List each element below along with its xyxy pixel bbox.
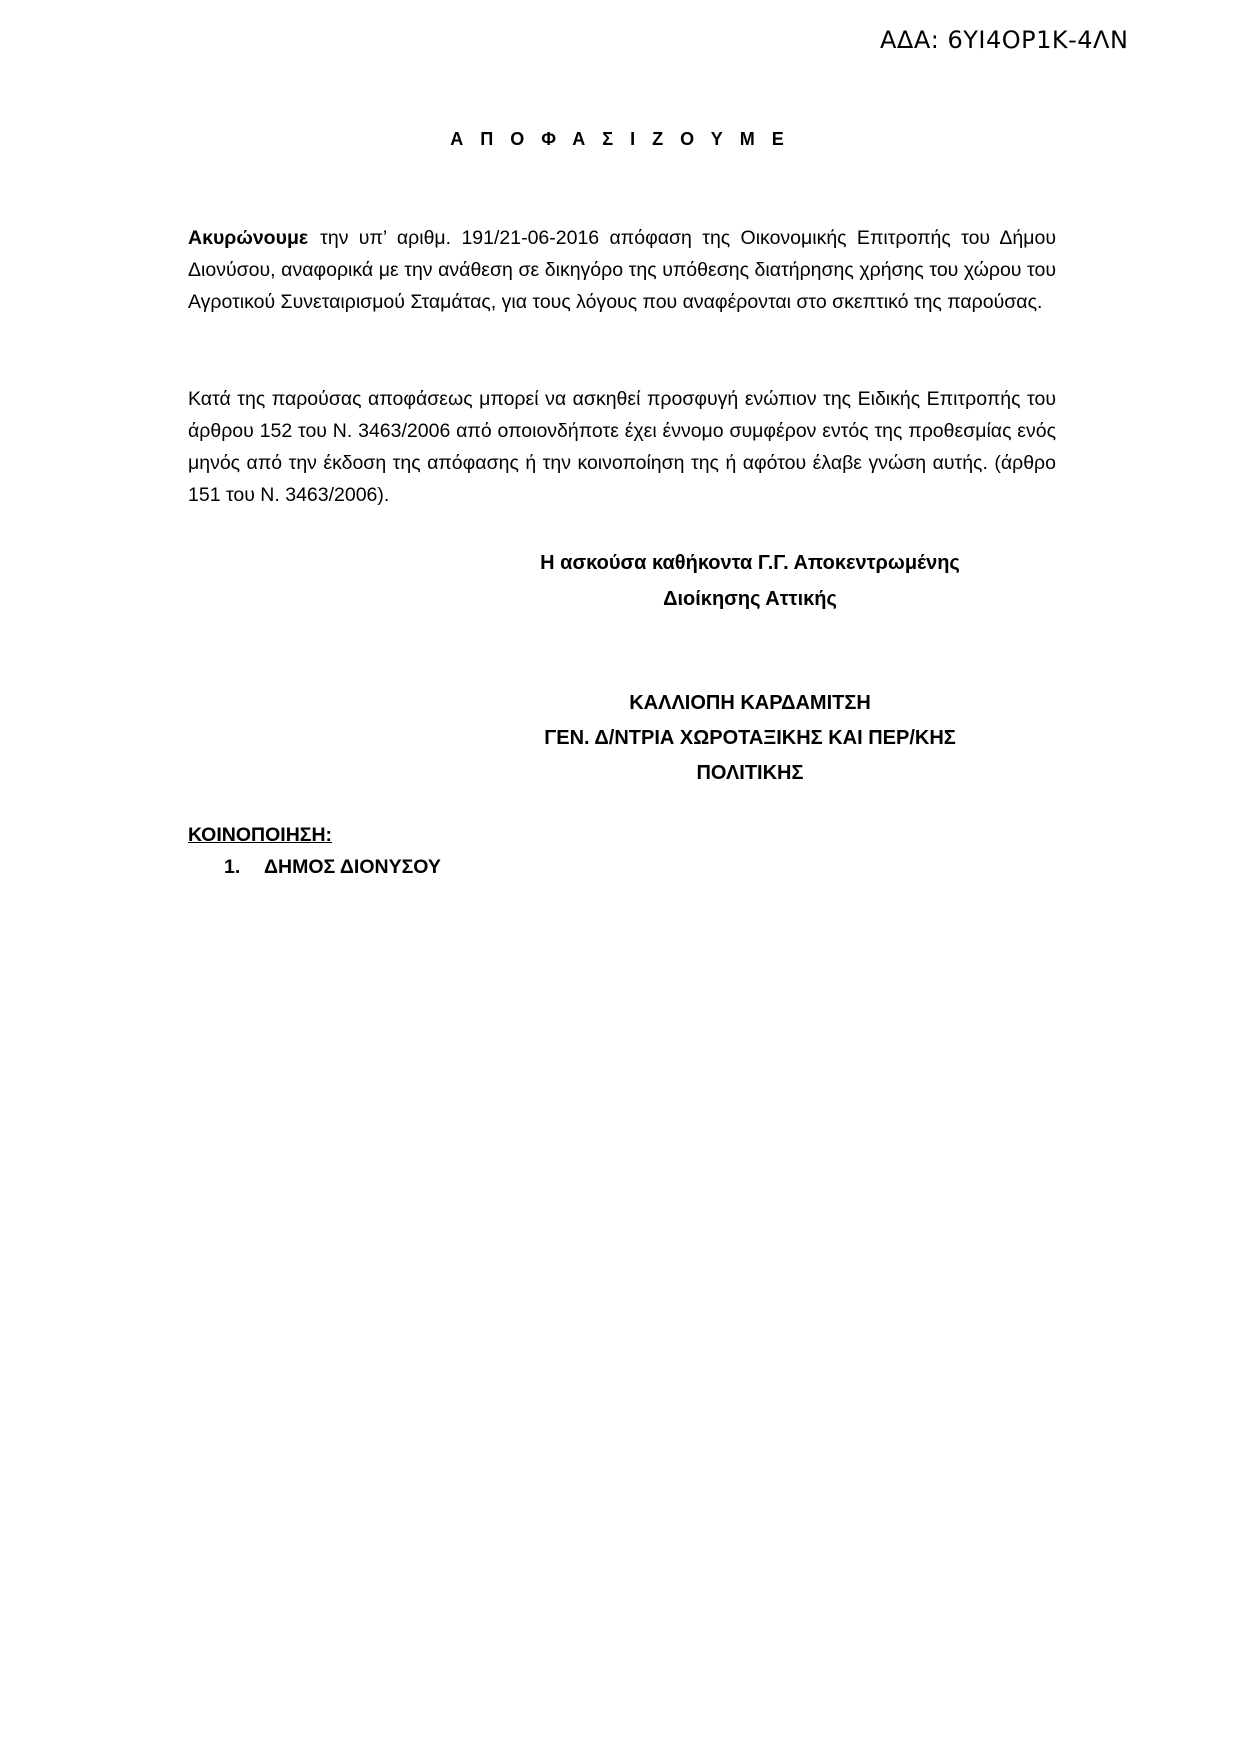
notification-item-number: 1. — [224, 856, 241, 878]
decision-text: την υπ’ αριθμ. 191/21-06-2016 απόφαση της Οικονομικής Επιτροπής του Δήμου Διονύσου, αναφορικά με την ανάθεση σε δικηγόρο της υπόθεσης διατήρησης χρήσης του χώρου του Αγροτικού Συνεταιρισμού Σταμάτας, για τους λόγους που αναφέρονται στο σκεπτικό της παρούσας. — [188, 227, 1056, 313]
decision-lead-word: Ακυρώνουμε — [188, 227, 309, 249]
notification-list-item — [224, 856, 441, 879]
signatory-name: ΚΑΛΛΙΟΠΗ ΚΑΡΔΑΜΙΤΣΗ — [629, 692, 871, 714]
signatory-block — [470, 686, 1030, 791]
decision-paragraph — [188, 222, 1056, 318]
appeal-paragraph: Κατά της παρούσας αποφάσεως μπορεί να ασκηθεί προσφυγή ενώπιον της Ειδικής Επιτροπής του άρθρου 152 του Ν. 3463/2006 από οποιονδήποτε έχει έννομο συμφέρον εντός της προθεσμίας ενός μηνός από την έκδοση της απόφασης ή την κοινοποίηση της ή αφότου έλαβε γνώση αυτής. (άρθρο 151 του Ν. 3463/2006). — [188, 388, 1056, 506]
signatory-title-line: Η ασκούσα καθήκοντα Γ.Γ. Αποκεντρωμένης — [540, 552, 960, 574]
signatory-position-line: ΠΟΛΙΤΙΚΗΣ — [696, 762, 804, 784]
decision-heading: Α Π Ο Φ Α Σ Ι Ζ Ο Υ Μ Ε — [450, 129, 790, 149]
ada-code: ΑΔΑ: 6ΥΙ4ΟΡ1Κ-4ΛΝ — [880, 26, 1129, 54]
signatory-title — [480, 545, 1020, 617]
notification-label: ΚΟΙΝΟΠΟΙΗΣΗ: — [188, 824, 333, 846]
signatory-position-line: ΓΕΝ. Δ/ΝΤΡΙΑ ΧΩΡΟΤΑΞΙΚΗΣ ΚΑΙ ΠΕΡ/ΚΗΣ — [544, 727, 956, 749]
notification-item-text: ΔΗΜΟΣ ΔΙΟΝΥΣΟΥ — [264, 856, 441, 878]
signatory-title-line: Διοίκησης Αττικής — [663, 588, 837, 610]
